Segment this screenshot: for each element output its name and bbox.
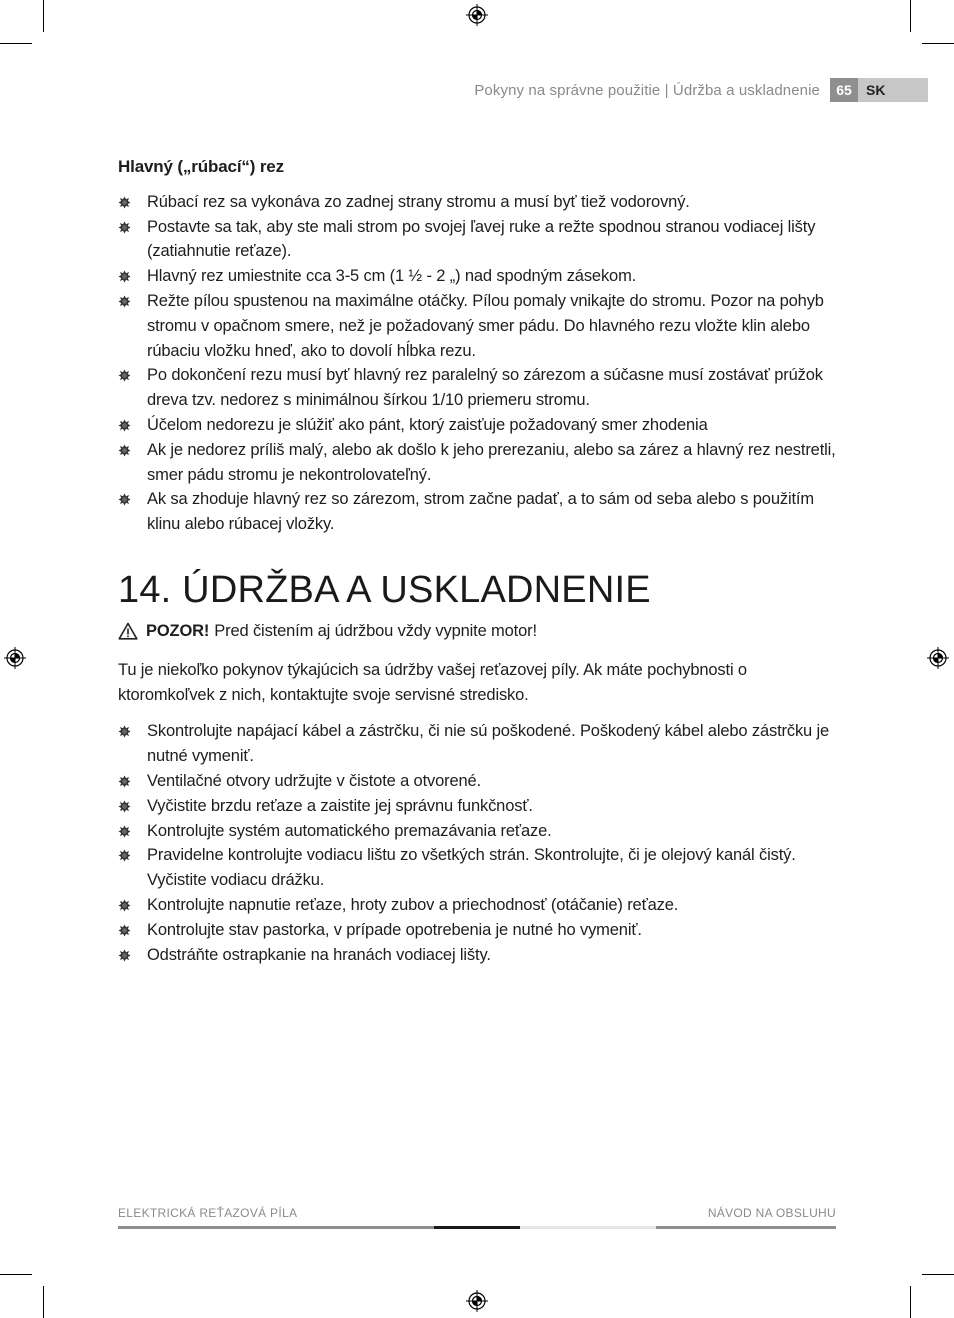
felling-cut-list (118, 190, 838, 488)
list-item-text: Po dokončení rezu musí byť hlavný rez paralelný so zárezom a súčasne musí zostávať prúžok dreva tzv. nedorez s minimálnou šírkou 1/10 priemeru stromu. (147, 366, 823, 410)
crop-mark (0, 43, 32, 44)
running-header (474, 78, 928, 102)
list-item-text: Postavte sa tak, aby ste mali strom po svojej ľavej ruke a režte spodnou stranou vodiacej lišty (zatiahnutie reťaze). (147, 217, 816, 261)
list-item-text: Účelom nedorezu je slúžiť ako pánt, ktorý zaisťuje požadovaný smer zhodenia (147, 415, 708, 434)
footer-product: ELEKTRICKÁ REŤAZOVÁ PÍLA (118, 1206, 298, 1220)
list-item (118, 264, 838, 289)
crop-mark (43, 0, 44, 32)
list-item (118, 893, 838, 918)
bullet-icon (118, 725, 131, 738)
registration-mark-icon (466, 4, 488, 26)
list-item-text: Vyčistite brzdu reťaze a zaistite jej správnu funkčnosť. (147, 796, 533, 815)
bullet-icon (118, 899, 131, 912)
warning-text: Pred čistením aj údržbou vždy vypnite motor! (214, 621, 537, 640)
chapter-title: 14. ÚDRŽBA A USKLADNENIE (118, 568, 651, 611)
crop-mark (0, 1274, 32, 1275)
list-item-text: Skontrolujte napájací kábel a zástrčku, či nie sú poškodené. Poškodený kábel alebo zástrčku je nutné vymeniť. (147, 722, 830, 766)
footer-manual: NÁVOD NA OBSLUHU (707, 1206, 836, 1220)
bullet-icon (118, 221, 131, 234)
bullet-icon (118, 849, 131, 862)
crop-mark (922, 43, 954, 44)
warning-note (118, 619, 838, 644)
list-item (118, 289, 838, 363)
list-item (118, 438, 838, 488)
bullet-icon (118, 295, 131, 308)
warning-label: POZOR! (146, 621, 210, 640)
crop-mark (910, 0, 911, 32)
bullet-icon (118, 369, 131, 382)
list-item-text: Ventilačné otvory udržujte v čistote a otvorené. (147, 771, 481, 790)
maintenance-list (118, 719, 838, 967)
bullet-icon (118, 800, 131, 813)
bullet-icon (118, 949, 131, 962)
bullet-icon (118, 493, 131, 506)
bullet-icon (118, 196, 131, 209)
crop-mark (43, 1286, 44, 1318)
list-item (118, 918, 838, 943)
list-item (118, 819, 838, 844)
list-item-text: Režte pílou spustenou na maximálne otáčky. Pílou pomaly vnikajte do stromu. Pozor na pohyb stromu v opačnom smere, než je požadovaný smer pádu. Do hlavného rezu vložte klin alebo rúbaciu vložku hneď, ako to dovolí hĺbka rezu. (147, 291, 824, 360)
list-item (118, 719, 838, 769)
page-number: 65 (830, 78, 858, 102)
list-item (118, 190, 838, 215)
language-tab: SK (858, 78, 928, 102)
intro-paragraph: Tu je niekoľko pokynov týkajúcich sa údržby vašej reťazovej píly. Ak máte pochybnosti o ktoromkoľvek z nich, kontaktujte svoje servisné stredisko. (118, 660, 747, 704)
list-item (118, 794, 838, 819)
list-item (118, 843, 838, 893)
list-item-text: Kontrolujte napnutie reťaze, hroty zubov a priechodnosť (otáčanie) reťaze. (147, 895, 679, 914)
list-item (118, 363, 838, 413)
list-item-text: Rúbací rez sa vykonáva zo zadnej strany stromu a musí byť tiež vodorovný. (147, 192, 690, 211)
list-item (118, 413, 838, 438)
crop-mark (910, 1286, 911, 1318)
warning-icon (118, 622, 138, 640)
list-item-text: Ak sa zhoduje hlavný rez so zárezom, strom začne padať, a to sám od seba alebo s použitím klinu alebo rúbacej vložky. (147, 490, 814, 534)
bullet-icon (118, 775, 131, 788)
list-item-text: Ak je nedorez príliš malý, alebo ak došlo k jeho prerezaniu, alebo sa zárez a hlavný rez nestretli, smer pádu stromu je nekontrolovateľný. (147, 440, 836, 484)
registration-mark-icon (927, 647, 949, 669)
footer-rule (118, 1226, 836, 1229)
bullet-icon (118, 419, 131, 432)
list-item-text: Kontrolujte stav pastorka, v prípade opotrebenia je nutné ho vymeniť. (147, 920, 642, 939)
section-heading: Hlavný („rúbací“) rez (118, 157, 284, 176)
running-title: Pokyny na správne použitie | Údržba a uskladnenie (474, 81, 820, 99)
list-item (118, 487, 838, 537)
registration-mark-icon (466, 1290, 488, 1312)
list-item-text: Kontrolujte systém automatického premazávania reťaze. (147, 821, 552, 840)
crop-mark (922, 1274, 954, 1275)
list-item-text: Odstráňte ostrapkanie na hranách vodiacej lišty. (147, 945, 491, 964)
page-content (118, 155, 838, 967)
list-item (118, 943, 838, 968)
bullet-icon (118, 825, 131, 838)
bullet-icon (118, 444, 131, 457)
list-item (118, 769, 838, 794)
bullet-icon (118, 270, 131, 283)
list-item (118, 215, 838, 265)
registration-mark-icon (4, 647, 26, 669)
bullet-icon (118, 924, 131, 937)
list-item-text: Pravidelne kontrolujte vodiacu lištu zo všetkých strán. Skontrolujte, či je olejový kanál čistý. Vyčistite vodiacu drážku. (147, 846, 796, 890)
list-item-text: Hlavný rez umiestnite cca 3-5 cm (1 ½ - 2 „) nad spodným zásekom. (147, 267, 637, 286)
